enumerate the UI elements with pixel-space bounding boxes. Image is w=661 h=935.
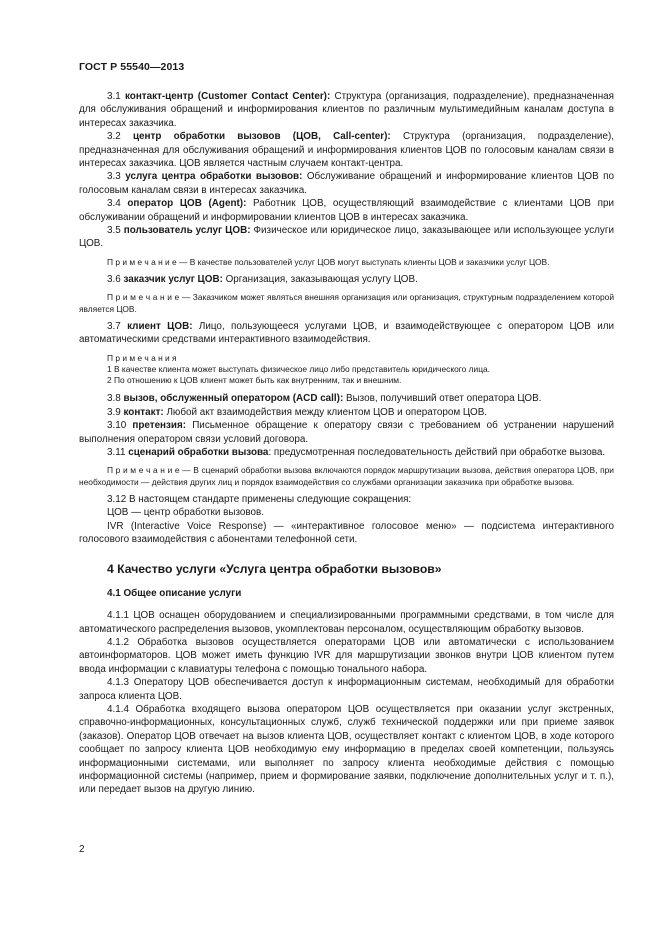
paragraph-4-1-3: 4.1.3 Оператору ЦОВ обеспечивается доступ к информационным системам, необходимый для обработки запроса клиента ЦОВ.	[79, 677, 614, 702]
definition-3-8: 3.8 вызов, обслуженный оператором (ACD call): Вызов, получивший ответ оператора ЦОВ.	[107, 393, 542, 405]
definition-3-4: 3.4 оператор ЦОВ (Agent): Работник ЦОВ, осуществляющий взаимодействие с клиентами ЦОВ при обслуживании обращений и информировании клиентов ЦОВ в интересах заказчика.	[79, 198, 614, 223]
definition-3-6: 3.6 заказчик услуг ЦОВ: Организация, заказывающая услугу ЦОВ.	[107, 274, 418, 286]
notes-label: П р и м е ч а н и я	[107, 352, 177, 363]
abbreviation-ivr: IVR (Interactive Voice Response) — «интерактивное голосовое меню» — подсистема интерактивного голосового взаимодействия с абонентами телефонной сети.	[79, 520, 614, 545]
definition-3-7: 3.7 клиент ЦОВ: Лицо, пользующееся услугами ЦОВ, и взаимодействующее с оператором ЦОВ или автоматическими средствами интерактивного взаимодействия.	[79, 320, 614, 346]
document-body	[79, 90, 614, 797]
note-3-11: П р и м е ч а н и е — В сценарий обработки вызова включаются порядок маршрутизации вызова, действия оператора ЦОВ, при необходимости — действия других лиц и порядок взаимодействия со службами организации заказчика при обработке вызова.	[79, 465, 614, 487]
notes-3-7	[79, 353, 614, 387]
paragraph-4-1-1: 4.1.1 ЦОВ оснащен оборудованием и специализированными программными средствами, в том числе для автоматического распределения вызовов, укомплектован персоналом, осуществляющим обработку вызовов.	[79, 610, 614, 635]
document-header: ГОСТ Р 55540—2013	[79, 61, 185, 73]
definition-3-9: 3.9 контакт: Любой акт взаимодействия между клиентом ЦОВ и оператором ЦОВ.	[107, 406, 488, 418]
definition-3-3: 3.3 услуга центра обработки вызовов: Обслуживание обращений и информирование клиентов ЦОВ по голосовым каналам связи в интересах заказчика.	[79, 171, 614, 196]
paragraph-4-1-4: 4.1.4 Обработка входящего вызова оператором ЦОВ осуществляется при оказании услуг экстренных, справочно-информационных, консультационных служб, служб технической поддержки или при приеме заявок (заказов). Оператор ЦОВ отвечает на вызов клиента ЦОВ, осуществляет контакт с клиентом ЦОВ, в ходе которого сообщает по запросу клиента ЦОВ необходимую ему информацию в пределах своей компетенции, пользуясь информационными системами, или выполняет по запросу клиента необходимые действия с помощью информационной системы (например, прием и формирование заявки, подключение дополнительных услуг и т. п.), или передает вызов на другую линию.	[79, 704, 614, 796]
note-item-1: 1 В качестве клиента может выступать физическое лицо либо представитель юридического лица.	[107, 363, 490, 374]
paragraph-4-1-2: 4.1.2 Обработка вызовов осуществляется операторами ЦОВ или автоматически с использованием автоинформаторов. ЦОВ может иметь функцию IVR для маршрутизации звонков внутри ЦОВ клиентом путем ввода информации с клавиатуры телефона с помощью тонального набора.	[79, 637, 614, 675]
note-item-2: 2 По отношению к ЦОВ клиент может быть как внутренним, так и внешним.	[107, 375, 402, 386]
section-4-title: 4 Качество услуги «Услуга центра обработки вызовов»	[107, 562, 442, 577]
page-number: 2	[79, 844, 85, 855]
definition-3-1: 3.1 контакт-центр (Customer Contact Center): Структура (организация, подразделение), предназначенная для обслуживания обращений и информирования клиентов по различным мультимедийным каналам доступа в интересах заказчика.	[79, 91, 614, 129]
note-3-5: П р и м е ч а н и е — В качестве пользователей услуг ЦОВ могут выступать клиенты ЦОВ и заказчики услуг ЦОВ.	[107, 256, 550, 267]
section-4-1-title: 4.1 Общее описание услуги	[107, 587, 242, 599]
definition-3-2: 3.2 центр обработки вызовов (ЦОВ, Call-center): Структура (организация, подразделение), предназначенная для обслуживания обращений и информирования клиентов ЦОВ по голосовым каналам связи в интересах заказчика. ЦОВ является частным случаем контакт-центра.	[79, 131, 614, 170]
note-3-6: П р и м е ч а н и е — Заказчиком может являться внешняя организация или организация, структурным подразделением которой является ЦОВ.	[79, 292, 615, 314]
definition-3-12: 3.12 В настоящем стандарте применены следующие сокращения:	[107, 493, 412, 505]
definition-3-11: 3.11 сценарий обработки вызова: предусмотренная последовательность действий при обработке вызова.	[107, 446, 606, 458]
abbreviation-cov: ЦОВ — центр обработки вызовов.	[107, 507, 265, 519]
definition-3-5: 3.5 пользователь услуг ЦОВ: Физическое или юридическое лицо, заказывающее или использующее услуги ЦОВ.	[79, 225, 614, 250]
definition-3-10: 3.10 претензия: Письменное обращение к оператору связи с требованием об устранении нарушений выполнения оператором связи условий договора.	[79, 420, 614, 445]
